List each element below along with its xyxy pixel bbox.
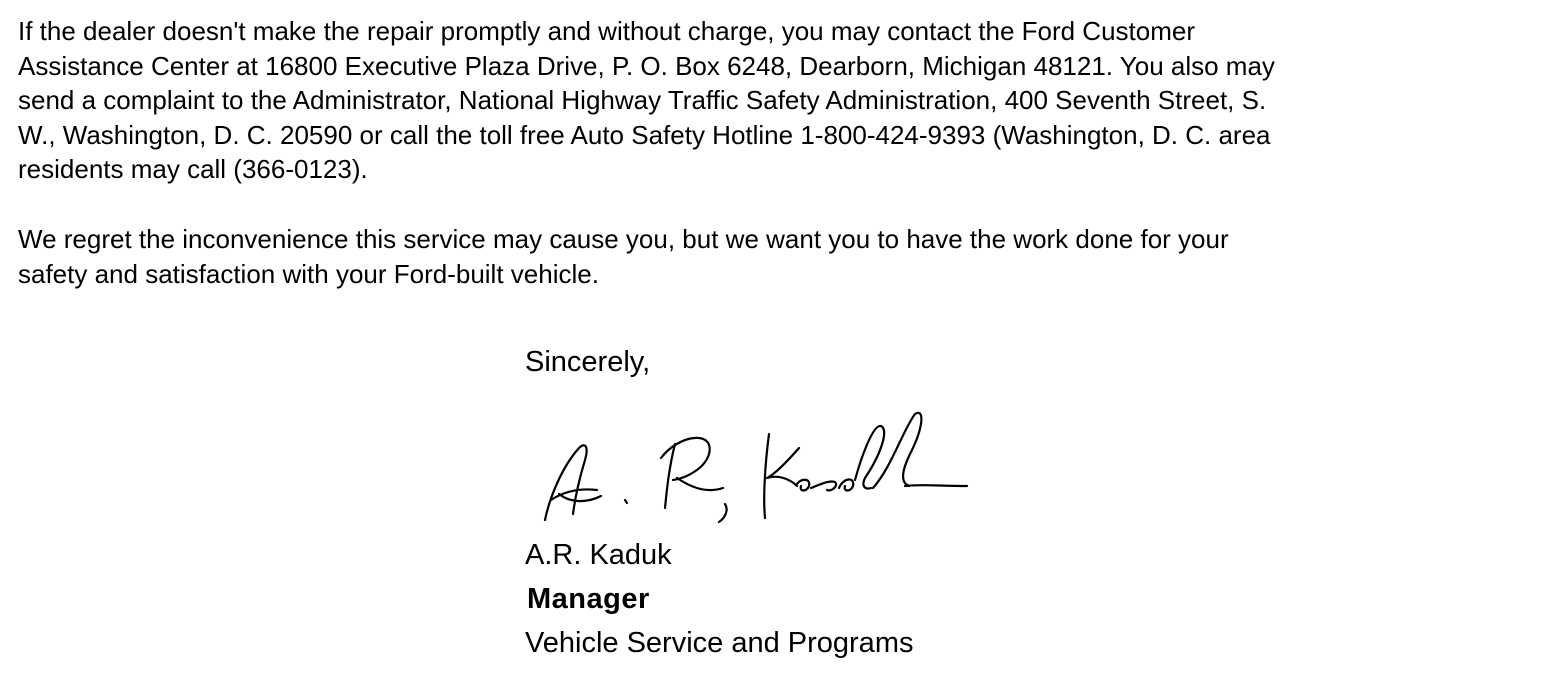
body-paragraph-contact-info: If the dealer doesn't make the repair promptly and without charge, you may contact the Ford Customer Assistance Center at 16800 Executive Plaza Drive, P. O. Box 6248, Dearborn, Michigan 48121. You also may send a complaint to the Administrator, National Highway Traffic Safety Administration, 400 Seventh Street, S. W., Washington, D. C. 20590 or call the toll free Auto Safety Hotline 1-800-424-9393 (Washington, D. C. area residents may call (366-0123). [18,16,1275,184]
signer-title: Manager [527,583,650,615]
signer-department: Vehicle Service and Programs [525,627,914,659]
body-paragraph-regret: We regret the inconvenience this service may cause you, but we want you to have the work done for your safety and satisfaction with your Ford-built vehicle. [18,224,1229,289]
signer-name: A.R. Kaduk [525,539,672,571]
handwritten-signature [539,408,969,528]
closing-salutation: Sincerely, [525,346,651,378]
signature-block [525,342,1225,672]
